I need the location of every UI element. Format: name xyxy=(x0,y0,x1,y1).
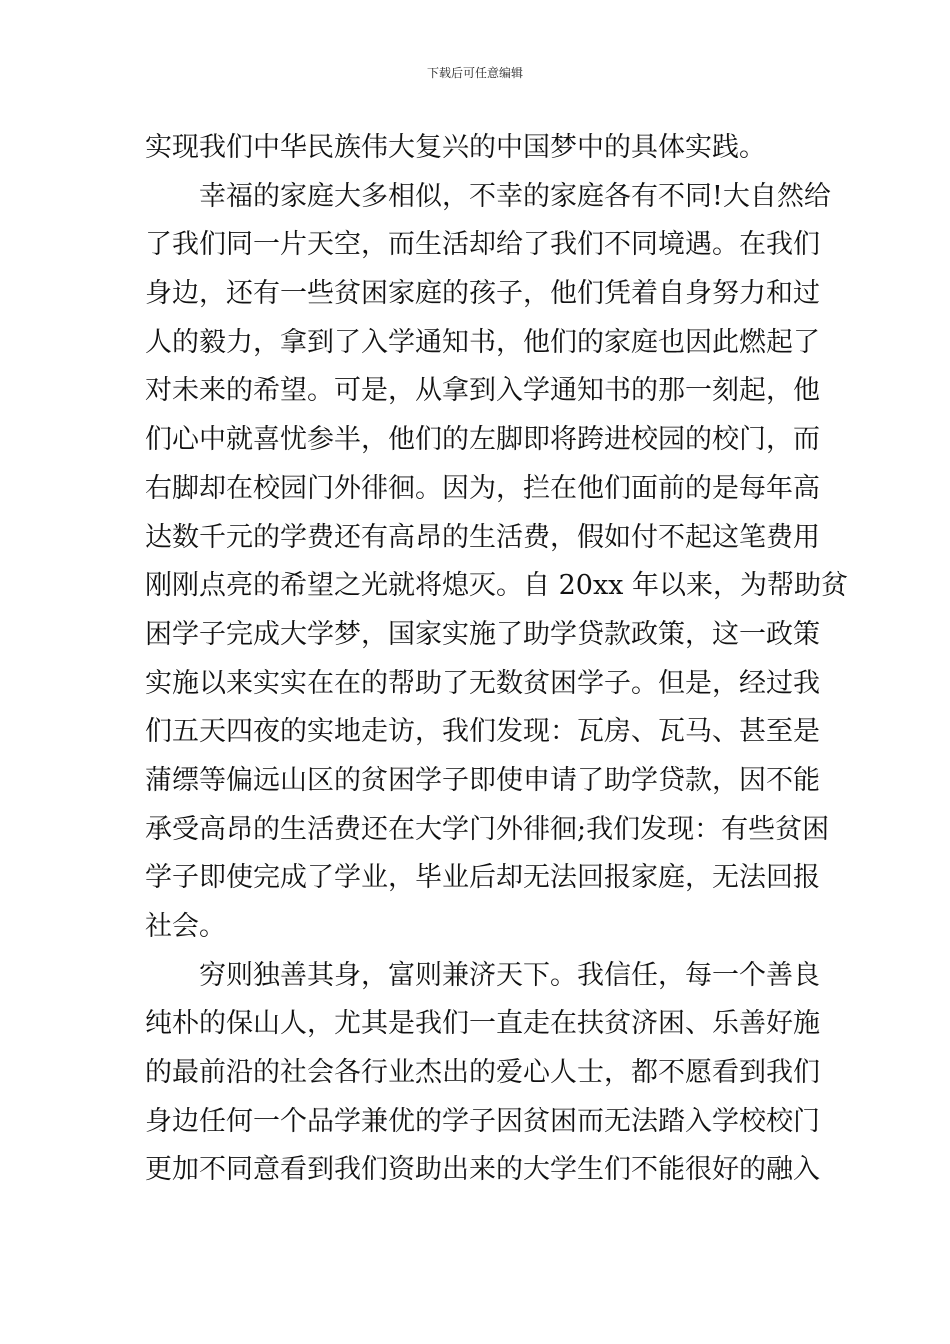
text-line: 们五天四夜的实地走访，我们发现：瓦房、瓦马、甚至是 xyxy=(145,716,820,748)
text-line: 达数千元的学费还有高昂的生活费，假如付不起这笔费用 xyxy=(145,521,820,553)
text-line: 的最前沿的社会各行业杰出的爱心人士，都不愿看到我们 xyxy=(145,1057,820,1089)
text-line: 身边，还有一些贫困家庭的孩子，他们凭着自身努力和过 xyxy=(145,278,820,310)
text-line: 承受高昂的生活费还在大学门外徘徊;我们发现：有些贫困 xyxy=(145,813,830,845)
text-line: 穷则独善其身，富则兼济天下。我信任，每一个善良 xyxy=(199,959,820,991)
text-line: 了我们同一片天空，而生活却给了我们不同境遇。在我们 xyxy=(145,229,820,261)
text-line: 对未来的希望。可是，从拿到入学通知书的那一刻起，他 xyxy=(145,375,820,407)
text-line: 学子即使完成了学业，毕业后却无法回报家庭，无法回报 xyxy=(145,862,820,894)
text-line: 实施以来实实在在的帮助了无数贫困学子。但是，经过我 xyxy=(145,667,820,699)
text-line: 身边任何一个品学兼优的学子因贫困而无法踏入学校校门 xyxy=(145,1105,820,1137)
text-line: 蒲缥等偏远山区的贫困学子即使申请了助学贷款，因不能 xyxy=(145,764,820,796)
text-line: 纯朴的保山人，尤其是我们一直走在扶贫济困、乐善好施 xyxy=(145,1008,820,1040)
text-line: 人的毅力，拿到了入学通知书，他们的家庭也因此燃起了 xyxy=(145,326,820,358)
text-line: 幸福的家庭大多相似，不幸的家庭各有不同!大自然给 xyxy=(199,180,831,212)
text-line: 右脚却在校园门外徘徊。因为，拦在他们面前的是每年高 xyxy=(145,472,820,504)
document-body xyxy=(145,124,848,1195)
paragraph-1 xyxy=(145,124,810,173)
text-line: 们心中就喜忧参半，他们的左脚即将跨进校园的校门，而 xyxy=(145,424,820,456)
text-line: 实现我们中华民族伟大复兴的中国梦中的具体实践。 xyxy=(145,132,766,163)
text-line: 社会。 xyxy=(145,911,226,942)
paragraph-3 xyxy=(145,952,820,1195)
page-header: 下载后可任意编辑 xyxy=(426,66,523,80)
paragraph-2 xyxy=(145,173,848,952)
text-line: 困学子完成大学梦，国家实施了助学贷款政策，这一政策 xyxy=(145,618,820,650)
text-line: 刚刚点亮的希望之光就将熄灭。自 20xx 年以来，为帮助贫 xyxy=(145,570,848,602)
text-line: 更加不同意看到我们资助出来的大学生们不能很好的融入 xyxy=(145,1154,820,1186)
